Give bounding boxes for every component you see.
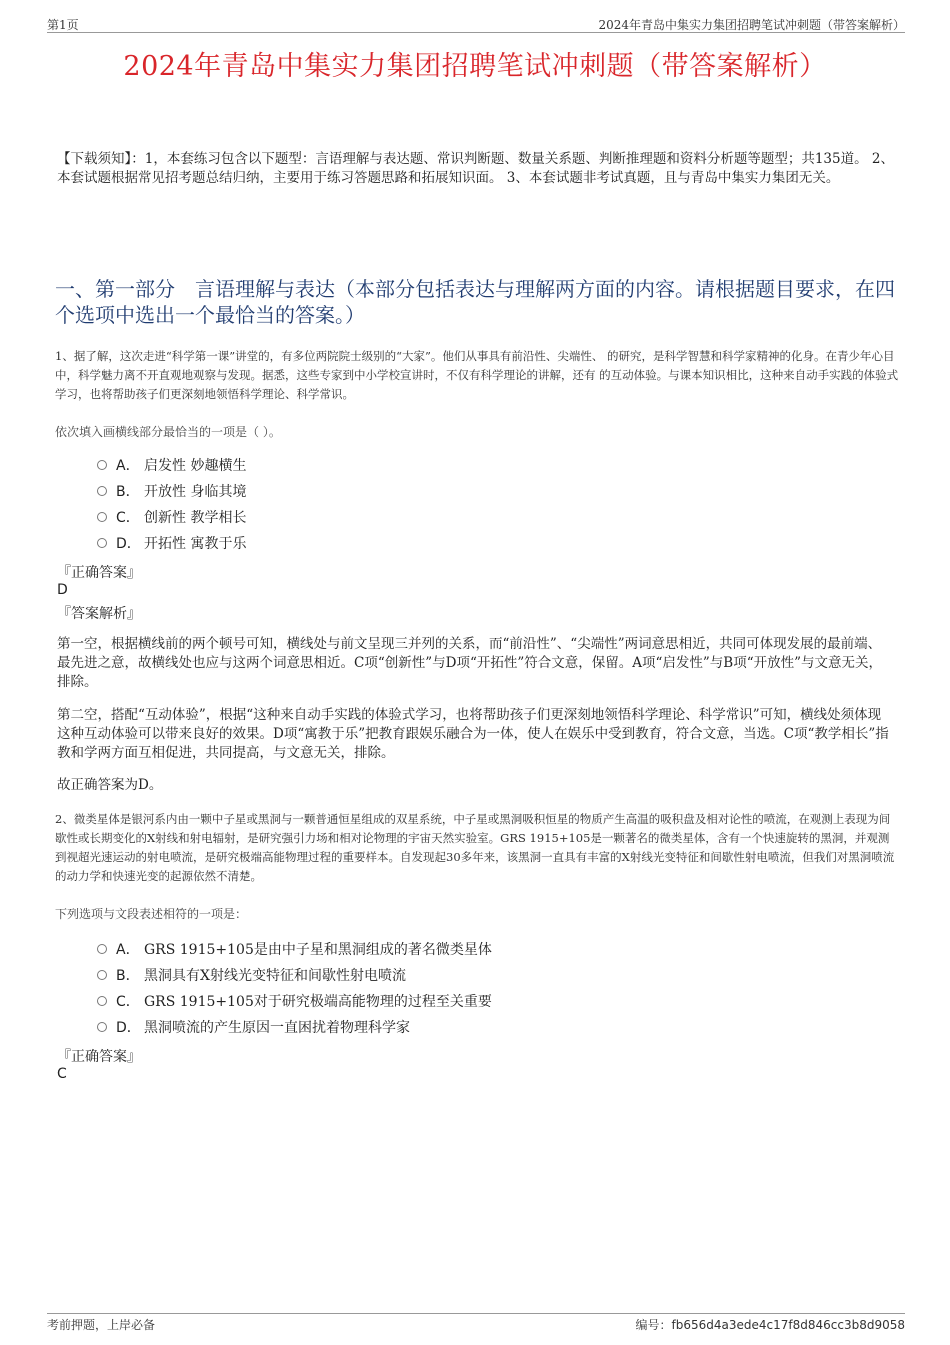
option-a[interactable]: A． 启发性 妙趣横生 (97, 452, 797, 478)
header-doc-title: 2024年青岛中集实力集团招聘笔试冲刺题（带答案解析） (598, 18, 905, 32)
radio-icon[interactable] (97, 944, 107, 954)
radio-icon[interactable] (97, 512, 107, 522)
download-notice: 【下载须知】：1，本套练习包含以下题型：言语理解与表达题、常识判断题、数量关系题、判断推理题和资料分析题等题型；共135道。 2、本套试题根据常见招考题总结归纳，主要用于练习答题思路和拓展知识面。 3、本套试题非考试真题，且与青岛中集实力集团无关。 (57, 151, 894, 186)
page-number: 第1页 (47, 18, 79, 32)
question-2-text: 2、微类星体是银河系内由一颗中子星或黑洞与一颗普通恒星组成的双星系统，中子星或黑洞吸积恒星的物质产生高温的吸积盘及相对论性的喷流，在观测上表现为间歇性或长期变化的X射线和射电辐射，是研究强引力场和相对论物理的宇宙天然实验室。GRS 1915+105是一颗著名的微类星体，含有一个快速旋转的黑洞，并观测到视超光速运动的射电喷流，是研究极端高能物理过程的重要样本。自发现起30多年来，该黑洞一直具有丰富的X射线光变特征和间歇性射电喷流，但我们对黑洞喷流的动力学和快速光变的起源依然不清楚。 (55, 812, 895, 883)
option-b[interactable]: B． 开放性 身临其境 (97, 478, 797, 504)
radio-icon[interactable] (97, 996, 107, 1006)
question-2-prompt: 下列选项与文段表述相符的一项是： (55, 907, 248, 921)
document-code: 编号：fb656d4a3ede4c17f8d846cc3b8d9058 (635, 1318, 905, 1332)
radio-icon[interactable] (97, 1022, 107, 1032)
analysis-paragraph: 第一空，根据横线前的两个顿号可知，横线处与前文呈现三并列的关系，而“前沿性”、“尖端性”两词意思相近，共同可体现发展的最前端、最先进之意，故横线处也应与这两个词意思相近。C项“创新性”与D项“开拓性”符合文意，保留。A项“启发性”与B项“开放性”与文意无关，排除。 (57, 636, 883, 690)
page-footer (47, 1313, 905, 1332)
section-title: 一、第一部分 言语理解与表达（本部分包括表达与理解两方面的内容。请根据题目要求，在四个选项中选出一个最恰当的答案。） (55, 277, 895, 327)
footer-slogan: 考前押题，上岸必备 (47, 1318, 156, 1332)
correct-answer: D (57, 582, 68, 598)
page-title: 2024年青岛中集实力集团招聘笔试冲刺题（带答案解析） (123, 51, 827, 82)
page-header (47, 14, 905, 33)
option-c[interactable]: C． GRS 1915+105对于研究极端高能物理的过程至关重要 (97, 988, 797, 1014)
option-a[interactable]: A． GRS 1915+105是由中子星和黑洞组成的著名微类星体 (97, 936, 797, 962)
option-c[interactable]: C． 创新性 教学相长 (97, 504, 797, 530)
radio-icon[interactable] (97, 970, 107, 980)
analysis-conclusion: 故正确答案为D。 (57, 777, 163, 793)
question-2-options (97, 936, 797, 1040)
radio-icon[interactable] (97, 486, 107, 496)
radio-icon[interactable] (97, 538, 107, 548)
question-1-options (97, 452, 797, 556)
question-1-text: 1、据了解，这次走进“科学第一课”讲堂的，有多位两院院士级别的“大家”。他们从事具有前沿性、尖端性、 的研究，是科学智慧和科学家精神的化身。在青少年心目中，科学魅力离不开直观地观察与发现。据悉，这些专家到中小学校宣讲时，不仅有科学理论的讲解，还有 的互动体验。与课本知识相比，这种来自动手实践的体验式学习，也将帮助孩子们更深刻地领悟科学理论、科学常识。 (55, 349, 899, 401)
option-d[interactable]: D． 开拓性 寓教于乐 (97, 530, 797, 556)
option-b[interactable]: B． 黑洞具有X射线光变特征和间歇性射电喷流 (97, 962, 797, 988)
analysis-paragraph: 第二空，搭配“互动体验”，根据“这种来自动手实践的体验式学习，也将帮助孩子们更深刻地领悟科学理论、科学常识”可知，横线处须体现这种互动体验可以带来良好的效果。D项“寓教于乐”把教育跟娱乐融合为一体，使人在娱乐中受到教育，符合文意，当选。C项“教学相长”指教和学两方面互相促进，共同提高，与文意无关，排除。 (57, 707, 889, 761)
option-d[interactable]: D． 黑洞喷流的产生原因一直困扰着物理科学家 (97, 1014, 797, 1040)
radio-icon[interactable] (97, 460, 107, 470)
answer-label: 『正确答案』 (57, 1049, 141, 1065)
analysis-label: 『答案解析』 (57, 606, 141, 622)
correct-answer: C (57, 1066, 67, 1082)
answer-label: 『正确答案』 (57, 565, 141, 581)
question-1-prompt: 依次填入画横线部分最恰当的一项是（ ）。 (55, 425, 281, 439)
